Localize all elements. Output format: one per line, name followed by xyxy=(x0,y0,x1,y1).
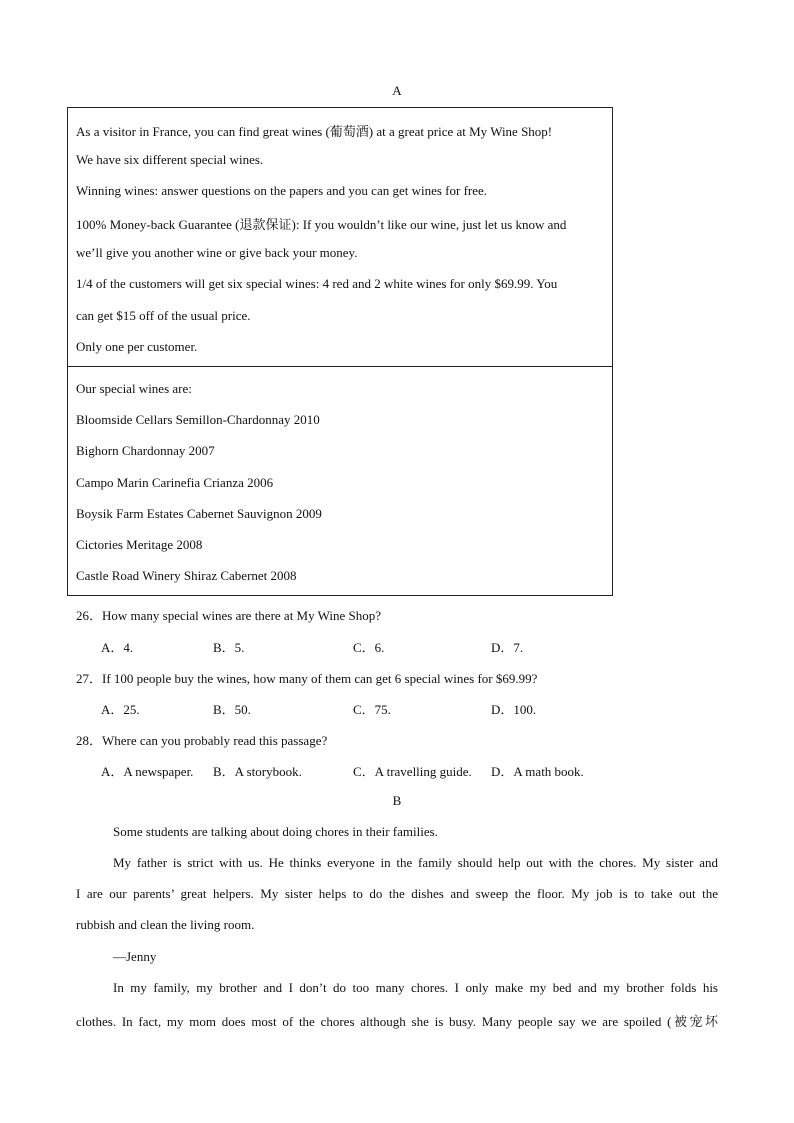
wine-item: Campo Marin Carinefia Crianza 2006 xyxy=(76,475,274,490)
passage-line: rubbish and clean the living room. xyxy=(76,917,255,932)
question-stem: 28．Where can you probably read this passage? xyxy=(76,733,328,748)
option-c: C．6. xyxy=(353,640,385,655)
passage-line: My father is strict with us. He thinks everyone in the family should help out with the chores. My sister and xyxy=(113,855,718,870)
option-a: A．A newspaper. xyxy=(101,764,194,779)
passage-author: —Jenny xyxy=(113,949,157,964)
question-stem: 26．How many special wines are there at My Wine Shop? xyxy=(76,608,382,623)
option-c: C．A travelling guide. xyxy=(353,764,472,779)
option-b: B．A storybook. xyxy=(213,764,302,779)
ad-line: 1/4 of the customers will get six special wines: 4 red and 2 white wines for only $69.99. You xyxy=(76,276,558,291)
wine-item: Castle Road Winery Shiraz Cabernet 2008 xyxy=(76,568,297,583)
wine-item: Bighorn Chardonnay 2007 xyxy=(76,443,215,458)
option-b: B．5. xyxy=(213,640,245,655)
option-c: C．75. xyxy=(353,702,391,717)
ad-line: 100% Money-back Guarantee (退款保证): If you wouldn’t like our wine, just let us know and xyxy=(76,217,567,232)
wines-heading: Our special wines are: xyxy=(76,381,192,396)
advertisement-divider xyxy=(67,366,613,367)
ad-line: We have six different special wines. xyxy=(76,152,264,167)
ad-line: we’ll give you another wine or give back your money. xyxy=(76,245,358,260)
ad-line: can get $15 off of the usual price. xyxy=(76,308,251,323)
option-d: D．100. xyxy=(491,702,537,717)
wine-item: Boysik Farm Estates Cabernet Sauvignon 2009 xyxy=(76,506,322,521)
passage-line: clothes. In fact, my mom does most of the chores although she is busy. Many people say we are spoiled (被宠坏 xyxy=(76,1014,718,1029)
option-b: B．50. xyxy=(213,702,251,717)
wine-item: Cictories Meritage 2008 xyxy=(76,537,203,552)
passage-line: I are our parents’ great helpers. My sister helps to do the dishes and sweep the floor. My job is to take out the xyxy=(76,886,718,901)
section-b-title: B xyxy=(392,793,402,808)
option-d: D．A math book. xyxy=(491,764,584,779)
wine-item: Bloomside Cellars Semillon-Chardonnay 2010 xyxy=(76,412,320,427)
option-a: A．4. xyxy=(101,640,134,655)
section-a-title: A xyxy=(392,83,402,98)
ad-line: As a visitor in France, you can find great wines (葡萄酒) at a great price at My Wine Shop! xyxy=(76,124,553,139)
question-stem: 27．If 100 people buy the wines, how many of them can get 6 special wines for $69.99? xyxy=(76,671,538,686)
passage-intro: Some students are talking about doing chores in their families. xyxy=(113,824,438,839)
option-d: D．7. xyxy=(491,640,524,655)
ad-line: Only one per customer. xyxy=(76,339,198,354)
option-a: A．25. xyxy=(101,702,140,717)
ad-line: Winning wines: answer questions on the papers and you can get wines for free. xyxy=(76,183,488,198)
passage-line: In my family, my brother and I don’t do too many chores. I only make my bed and my brother folds his xyxy=(113,980,718,995)
